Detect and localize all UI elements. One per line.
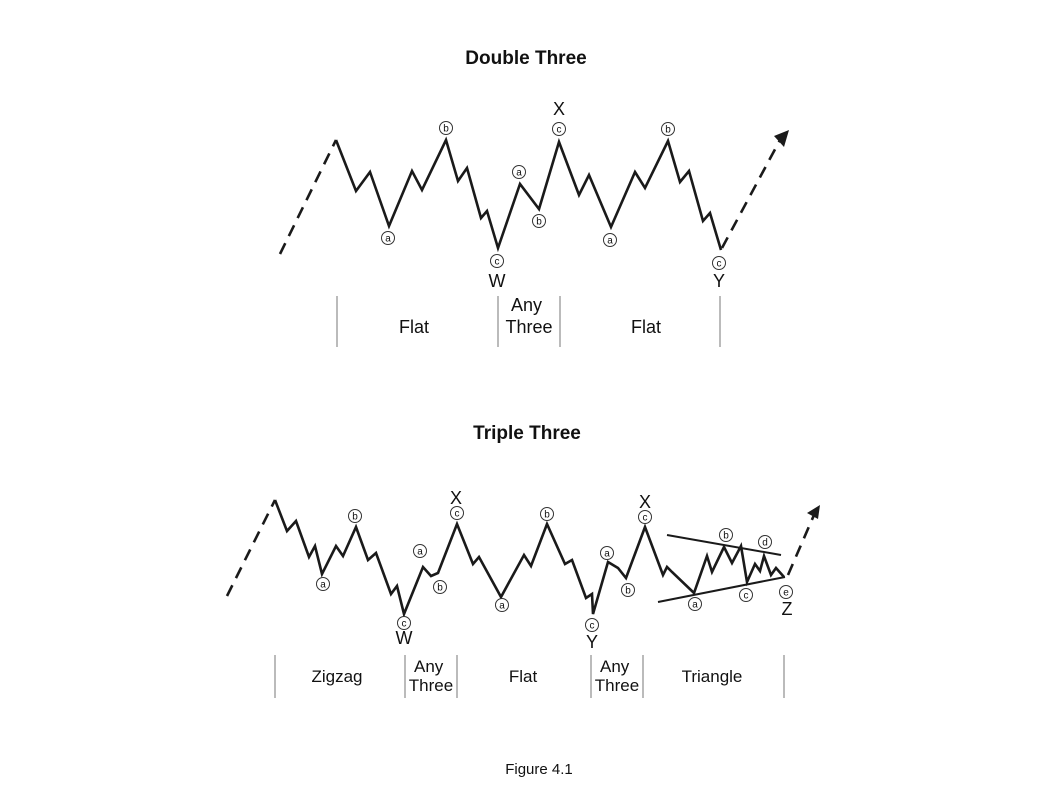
wave-label-c [491, 255, 504, 268]
pivot-label-x: X [638, 492, 652, 512]
section-label-zigzag: Zigzag [311, 667, 363, 686]
svg-text:a: a [607, 235, 613, 247]
svg-text:a: a [516, 167, 522, 179]
wave-label-b [349, 510, 362, 523]
pivot-label-y: Y [585, 632, 599, 652]
svg-text:b: b [723, 530, 729, 542]
triple-three-lead-in-dashed [227, 500, 275, 596]
section-label-any-three: Any Three [594, 657, 640, 695]
svg-text:c: c [556, 124, 562, 136]
svg-text:b: b [536, 216, 542, 228]
triangle-lower-boundary [658, 577, 785, 602]
double-three-lead-in-dashed [280, 140, 336, 254]
wave-label-c [713, 257, 726, 270]
pivot-label-x: X [449, 488, 463, 508]
double-three-wave-path [336, 140, 721, 250]
wave-label-b [533, 215, 546, 228]
wave-label-a [689, 598, 702, 611]
svg-text:b: b [544, 509, 550, 521]
wave-label-b [434, 581, 447, 594]
svg-text:c: c [589, 620, 595, 632]
pivot-label-w: W [488, 271, 506, 291]
svg-text:d: d [762, 537, 768, 549]
svg-text:a: a [499, 600, 505, 612]
triple-three-title: Triple Three [473, 423, 581, 444]
wave-label-d [759, 536, 772, 549]
wave-label-a [513, 166, 526, 179]
wave-label-a [382, 232, 395, 245]
wave-label-c [553, 123, 566, 136]
section-label-flat: Flat [398, 317, 430, 337]
section-label-triangle: Triangle [681, 667, 743, 686]
section-label-flat: Flat [508, 667, 538, 686]
double-three-title: Double Three [465, 48, 587, 69]
wave-label-a [317, 578, 330, 591]
wave-label-c [740, 589, 753, 602]
wave-label-c [639, 511, 652, 524]
wave-label-a [601, 547, 614, 560]
svg-text:c: c [401, 618, 407, 630]
svg-text:a: a [417, 546, 423, 558]
section-label-any-three: Any Three [505, 295, 553, 337]
svg-text:a: a [385, 233, 391, 245]
svg-text:b: b [443, 123, 449, 135]
svg-text:a: a [692, 599, 698, 611]
wave-label-e [780, 586, 793, 599]
svg-text:c: c [454, 508, 460, 520]
section-label-flat: Flat [630, 317, 662, 337]
wave-label-a [604, 234, 617, 247]
double-three-exit-arrowhead [774, 130, 789, 147]
svg-text:c: c [642, 512, 648, 524]
double-three-exit-dashed [722, 140, 780, 248]
wave-label-c [586, 619, 599, 632]
triple-three-exit-dashed [788, 515, 814, 575]
svg-text:b: b [352, 511, 358, 523]
svg-text:a: a [320, 579, 326, 591]
section-label-any-three: Any Three [408, 657, 454, 695]
wave-label-a [414, 545, 427, 558]
svg-text:c: c [743, 590, 749, 602]
double-three-diagram [280, 48, 789, 347]
pivot-label-z: Z [781, 599, 793, 619]
wave-label-b [440, 122, 453, 135]
triple-three-diagram [227, 423, 820, 698]
pivot-label-y: Y [712, 271, 726, 291]
pivot-label-x: X [552, 99, 566, 119]
figure-caption: Figure 4.1 [505, 761, 573, 778]
pivot-label-w: W [395, 628, 413, 648]
wave-label-b [541, 508, 554, 521]
wave-label-b [720, 529, 733, 542]
svg-text:b: b [625, 585, 631, 597]
wave-label-b [662, 123, 675, 136]
svg-text:c: c [494, 256, 500, 268]
wave-label-c [451, 507, 464, 520]
svg-text:e: e [783, 587, 789, 599]
svg-text:b: b [437, 582, 443, 594]
svg-text:c: c [716, 258, 722, 270]
wave-label-b [622, 584, 635, 597]
wave-label-a [496, 599, 509, 612]
svg-text:b: b [665, 124, 671, 136]
svg-text:a: a [604, 548, 610, 560]
